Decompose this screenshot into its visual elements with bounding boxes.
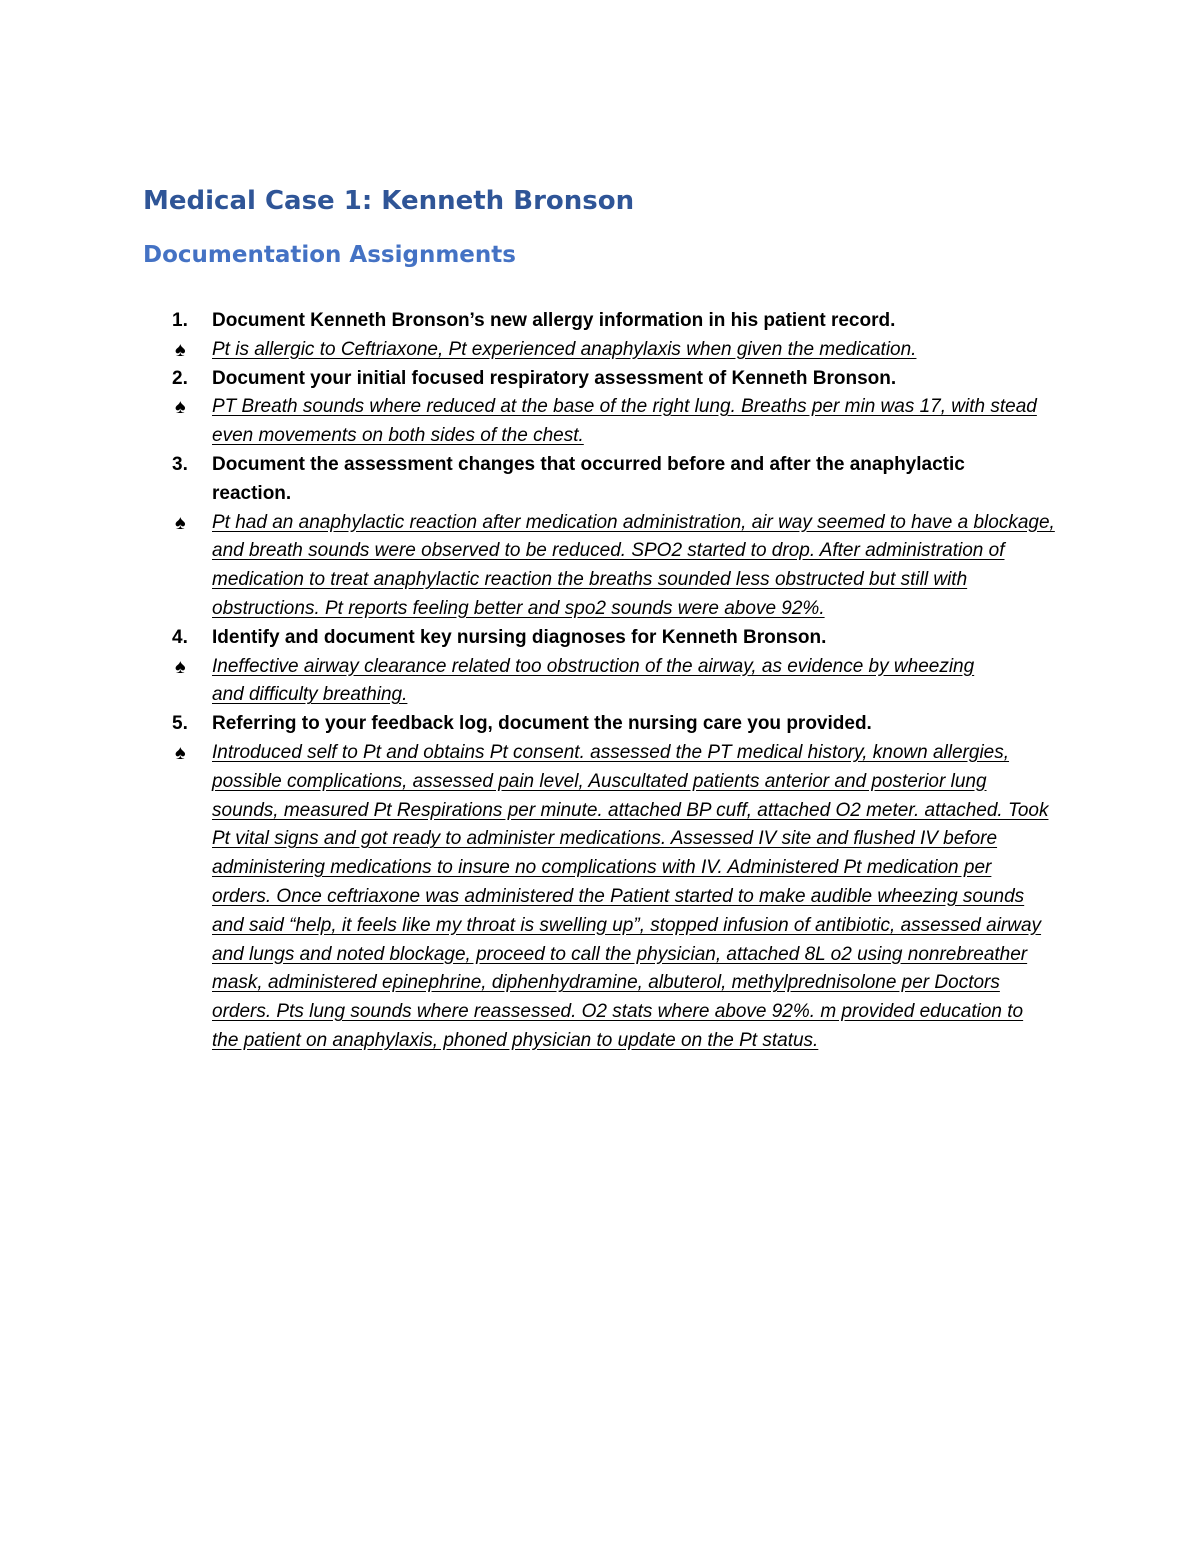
spade-icon: ♠ xyxy=(175,338,186,361)
question-text: Document Kenneth Bronson’s new allergy information in his patient record. xyxy=(212,310,896,331)
answer-text: Ineffective airway clearance related too obstruction of the airway, as evidence by wheezing and difficulty breathing. xyxy=(212,655,975,706)
assignment-question xyxy=(0,710,1070,739)
question-text: Document your initial focused respiratory assessment of Kenneth Bronson. xyxy=(212,367,897,389)
assignment-answer xyxy=(0,653,1070,711)
assignment-list xyxy=(0,307,1200,1056)
section-heading: Documentation Assignments xyxy=(143,242,516,268)
spade-icon: ♠ xyxy=(175,511,186,534)
question-text: Document the assessment changes that occurred before and after the anaphylactic reaction. xyxy=(212,453,965,504)
assignment-answer xyxy=(0,739,1070,1056)
answer-text: PT Breath sounds where reduced at the base of the right lung. Breaths per min was 17, with stead even movements on both sides of the chest. xyxy=(212,396,1037,447)
assignment-question xyxy=(0,365,1070,394)
question-text: Referring to your feedback log, document the nursing care you provided. xyxy=(212,713,872,735)
assignment-answer xyxy=(0,336,1070,365)
answer-text: Introduced self to Pt and obtains Pt consent. assessed the PT medical history, known allergies, possible complications, assessed pain level, Auscultated patients anterior and posterior lung sounds, measured Pt Respirations per minute. attached BP cuff, attached O2 meter. attached. Took Pt vital signs and got ready to administer medications. Assessed IV site and flushed IV before administering medications to insure no complications with IV. Administered Pt medication per orders. Once ceftriaxone was administered the Patient started to make audible wheezing sounds and said “help, it feels like my throat is swelling up”, stopped infusion of antibiotic, assessed airway and lungs and noted blockage, proceed to call the physician, attached 8L o2 using nonrebreather mask, administered epinephrine, diphenhydramine, albuterol, methylprednisolone per Doctors orders. Pts lung sounds where reassessed. O2 stats where above 92%. m provided education to the patient on anaphylaxis, phoned physician to update on the Pt status. xyxy=(212,741,1049,1051)
assignment-answer xyxy=(0,509,1070,624)
page-title: Medical Case 1: Kenneth Bronson xyxy=(143,186,635,216)
spade-icon: ♠ xyxy=(175,396,186,419)
item-number: 4. xyxy=(172,626,188,648)
assignment-question xyxy=(0,451,1070,509)
assignment-question xyxy=(0,624,1070,653)
item-number: 5. xyxy=(172,713,188,735)
item-number: 2. xyxy=(172,367,188,389)
item-number: 1. xyxy=(172,310,188,331)
assignment-answer xyxy=(0,393,1070,451)
spade-icon: ♠ xyxy=(175,655,186,678)
answer-text: Pt had an anaphylactic reaction after medication administration, air way seemed to have a blockage, and breath sounds were observed to be reduced. SPO2 started to drop. After administration of medication to treat anaphylactic reaction the breaths sounded less obstructed but still with obstructions. Pt reports feeling better and spo2 sounds were above 92%. xyxy=(212,511,1055,619)
question-text: Identify and document key nursing diagnoses for Kenneth Bronson. xyxy=(212,626,827,648)
assignment-question xyxy=(0,307,1070,336)
item-number: 3. xyxy=(172,453,188,475)
spade-icon: ♠ xyxy=(175,741,186,764)
answer-text: Pt is allergic to Ceftriaxone, Pt experienced anaphylaxis when given the medication. xyxy=(212,338,917,360)
